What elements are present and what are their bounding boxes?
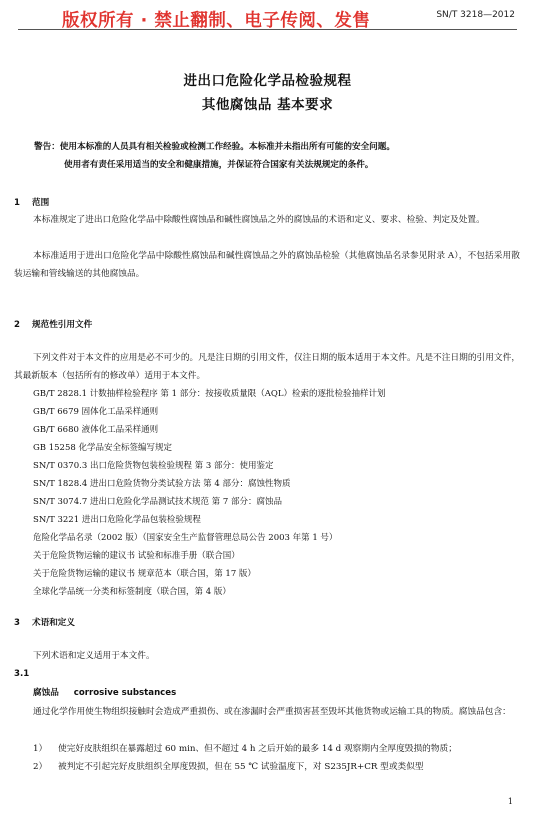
- section-heading-normative-references: [14, 318, 92, 330]
- item-text: 使完好皮肤组织在暴露超过 60 min、但不超过 4 h 之后开始的最多 14 d 观察期内全厚度毁损的物质；: [58, 744, 457, 754]
- section-number: 1: [14, 198, 20, 208]
- warning-line-2: 使用者有责任采用适当的安全和健康措施，并保证符合国家有关法规规定的条件。: [64, 160, 374, 170]
- document-title: 进出口危险化学品检验规程: [183, 73, 352, 89]
- item-number: 1）: [33, 744, 48, 754]
- reference-item: SN/T 1828.4 进出口危险货物分类试验方法 第 4 部分：腐蚀性物质: [33, 479, 291, 489]
- reference-item: 全球化学品统一分类和标签制度（联合国，第 4 版）: [33, 587, 231, 597]
- term-chinese: 腐蚀品: [33, 688, 59, 698]
- references-intro: 下列文件对于本文件的应用是必不可少的。凡是注日期的引用文件，仅注日期的版本适用于本文件。凡是不注日期的引用文件，其最新版本（包括所有的修改单）适用于本文件。: [14, 353, 520, 381]
- reference-item: SN/T 0370.3 出口危险货物包装检验规程 第 3 部分：使用鉴定: [33, 461, 274, 471]
- standard-code: SN/T 3218—2012: [436, 10, 515, 20]
- item-number: 2）: [33, 762, 48, 772]
- section-heading-scope: [14, 196, 49, 208]
- header-rule: [18, 29, 517, 30]
- page-number: 1: [507, 797, 513, 806]
- definition-item-list: [33, 740, 520, 776]
- reference-item: 关于危险货物运输的建议书 试验和标准手册（联合国）: [33, 551, 240, 561]
- reference-list: [33, 385, 385, 601]
- reference-item: SN/T 3221 进出口危险化学品包装检验规程: [33, 515, 201, 525]
- warning-line-1: 警告：使用本标准的人员具有相关检验或检测工作经验。本标准并未指出所有可能的安全问题。: [34, 142, 395, 152]
- term-entry: [33, 686, 176, 698]
- reference-item: SN/T 3074.7 进出口危险化学品测试技术规范 第 7 部分：腐蚀品: [33, 497, 282, 507]
- definition-item: [33, 740, 520, 758]
- term-english: corrosive substances: [73, 688, 177, 698]
- reference-item: 关于危险货物运输的建议书 规章范本（联合国，第 17 版）: [33, 569, 256, 579]
- scope-paragraph-2: 本标准适用于进出口危险化学品中除酸性腐蚀品和碱性腐蚀品之外的腐蚀品检验（其他腐蚀品名录参见附录 A），不包括采用散装运输和管线输送的其他腐蚀品。: [14, 251, 520, 279]
- reference-item: GB/T 2828.1 计数抽样检验程序 第 1 部分：按接收质量限（AQL）检索的逐批检验抽样计划: [33, 389, 386, 399]
- terms-intro: 下列术语和定义适用于本文件。: [33, 651, 155, 661]
- document-subtitle: 其他腐蚀品 基本要求: [201, 97, 334, 113]
- definition-item: [33, 758, 520, 776]
- scope-paragraph-1: 本标准规定了进出口危险化学品中除酸性腐蚀品和碱性腐蚀品之外的腐蚀品的术语和定义、要求、检验、判定及处置。: [33, 215, 485, 225]
- warning-notice: [34, 138, 514, 174]
- section-heading-terms: [14, 616, 75, 628]
- reference-item: GB/T 6679 固体化工品采样通则: [33, 407, 159, 417]
- term-definition: 通过化学作用使生物组织接触时会造成严重损伤、或在渗漏时会严重损害甚至毁坏其他货物或运输工具的物质。腐蚀品包含：: [33, 707, 511, 717]
- section-number: 3: [14, 618, 20, 628]
- section-number: 2: [14, 320, 20, 330]
- copyright-watermark: 版权所有 · 禁止翻制、电子传阅、发售: [62, 11, 371, 31]
- section-title: 规范性引用文件: [32, 320, 93, 330]
- subsection-number: 3.1: [14, 669, 30, 679]
- section-title: 范围: [32, 198, 50, 208]
- item-text: 被判定不引起完好皮肤组织全厚度毁损，但在 55 ℃ 试验温度下，对 S235JR+CR 型或类似型: [58, 762, 424, 772]
- section-title: 术语和定义: [32, 618, 75, 628]
- reference-item: 危险化学品名录（2002 版）（国家安全生产监督管理总局公告 2003 年第 1 号）: [33, 533, 338, 543]
- reference-item: GB/T 6680 液体化工品采样通则: [33, 425, 159, 435]
- reference-item: GB 15258 化学品安全标签编写规定: [33, 443, 172, 453]
